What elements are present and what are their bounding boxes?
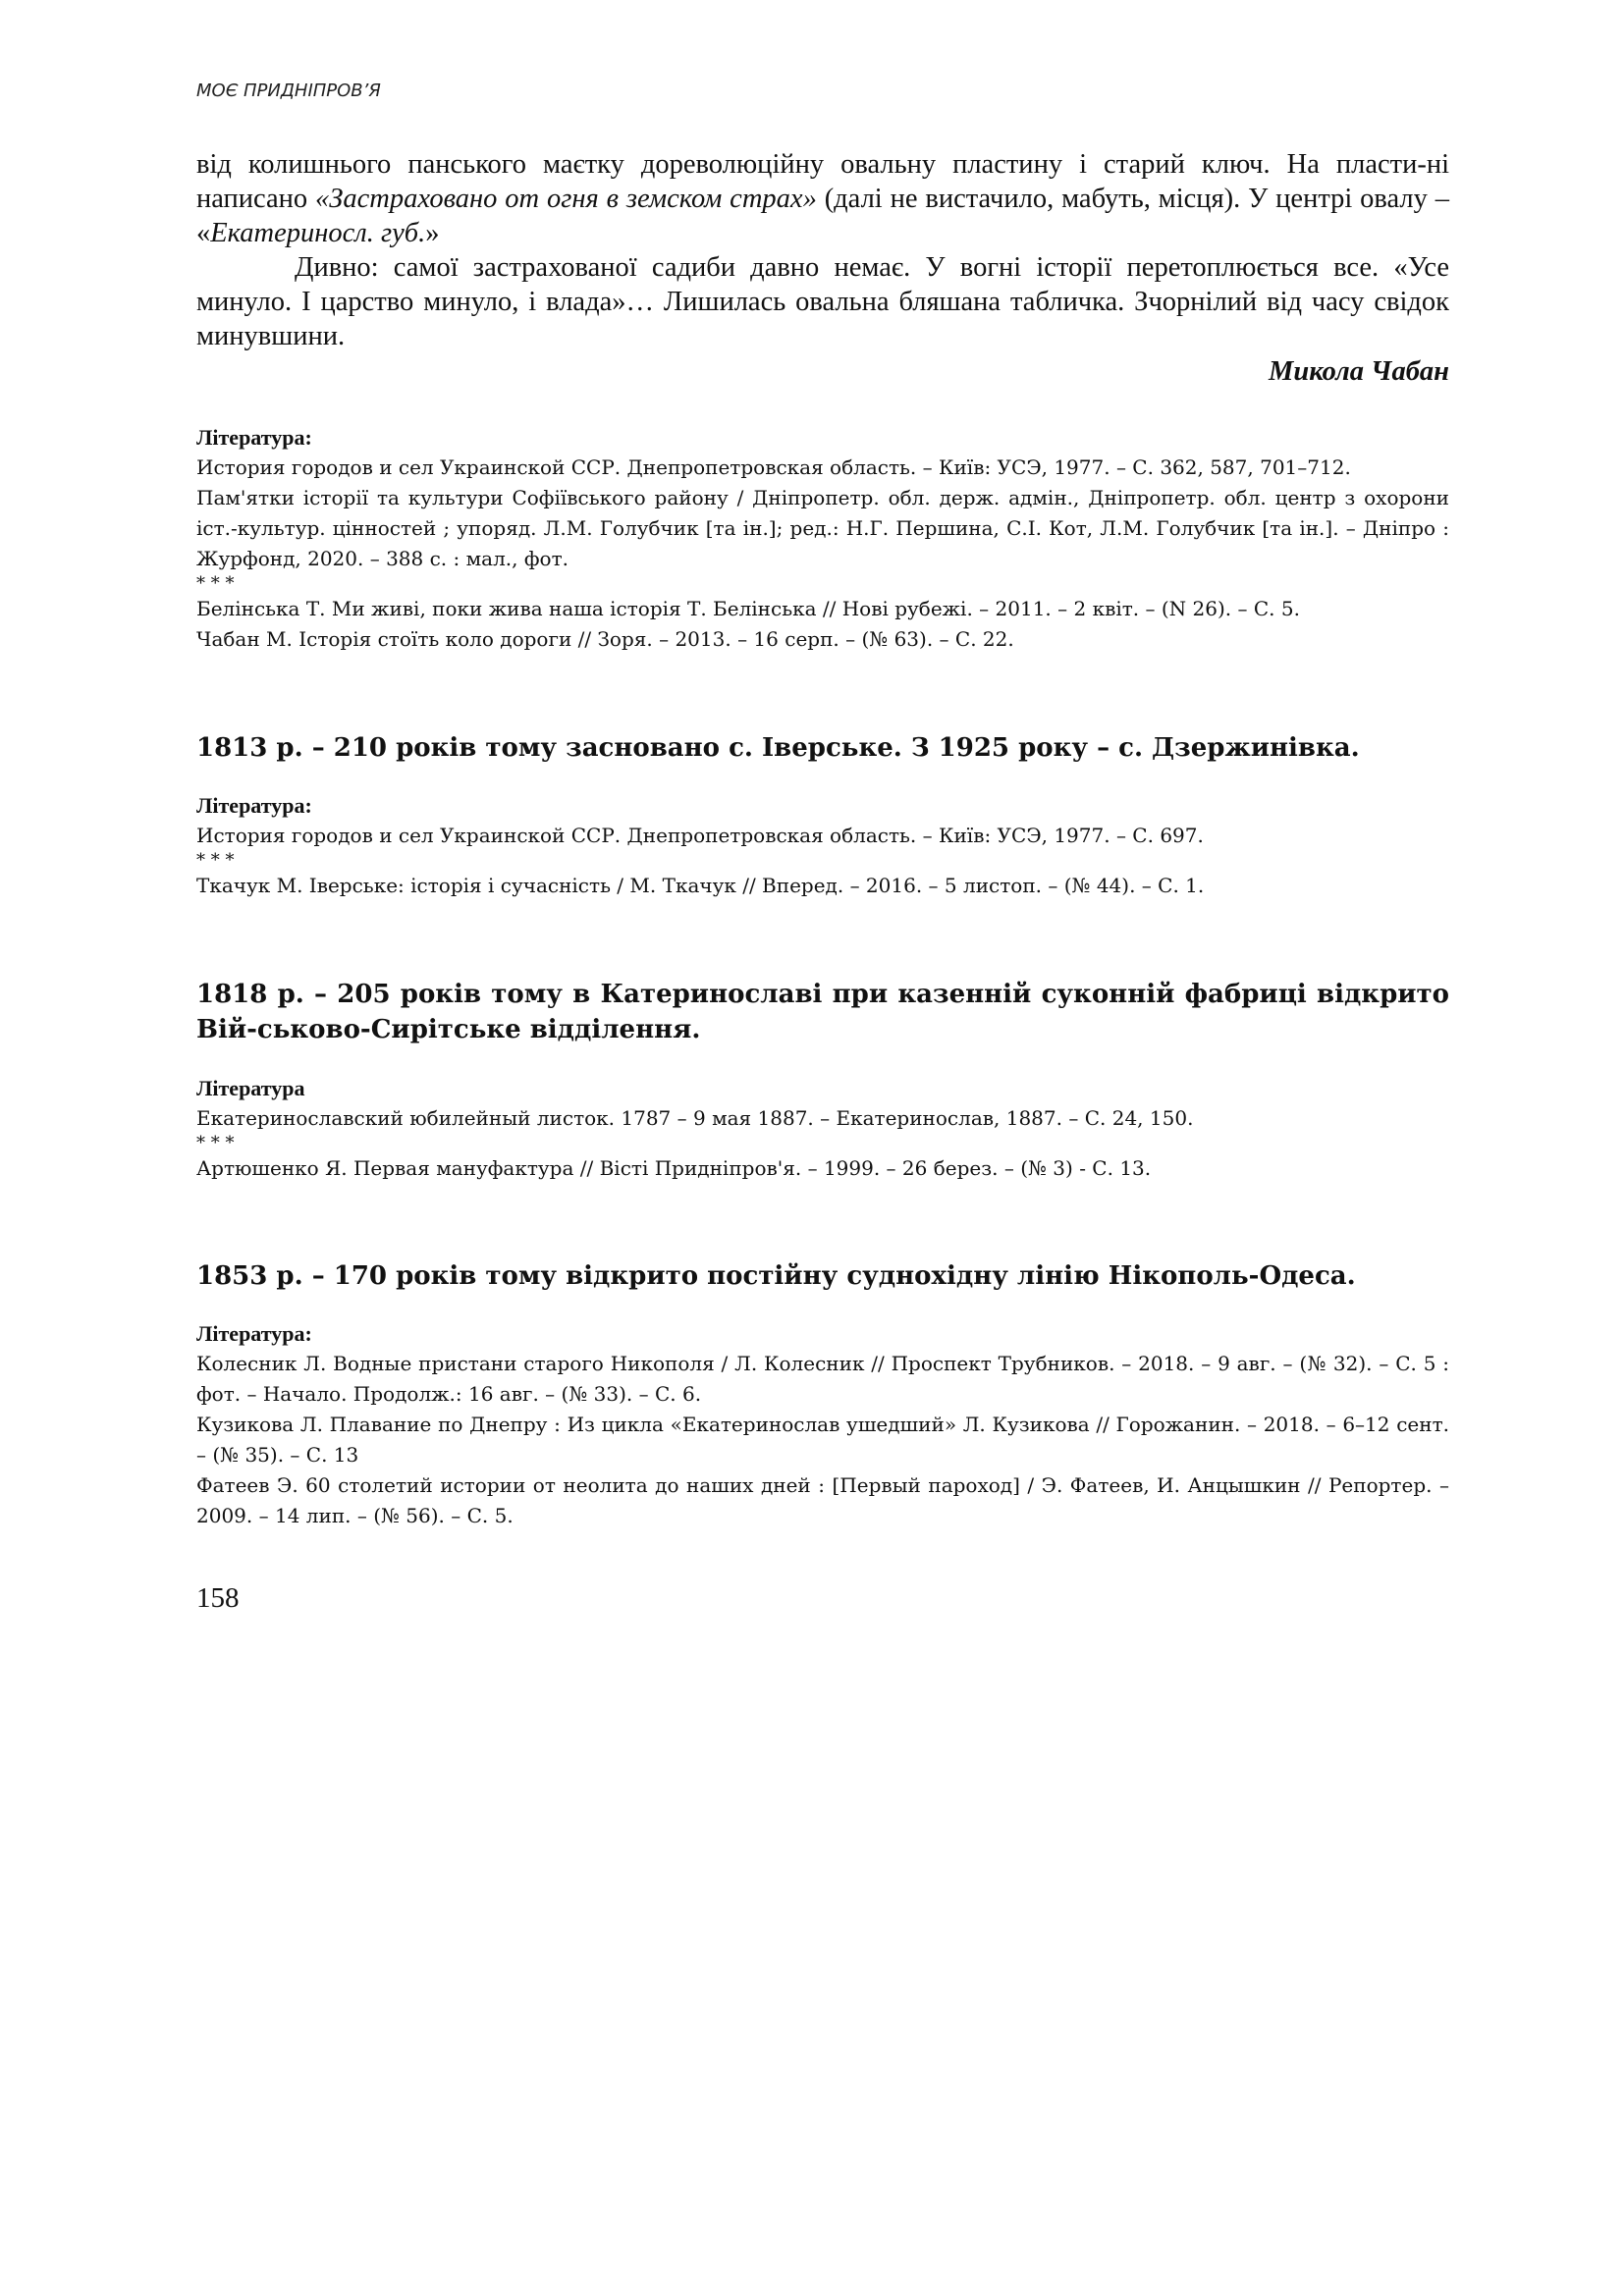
intro-paragraph-2: Дивно: самої застрахованої садиби давно немає. У вогні історії перетоплюється все. «Усе минуло. І царство минуло, і влада»… Лишилась овальна бляшана табличка. Зчорнілий від часу свідок минувшини. <box>196 252 1449 351</box>
running-header: МОЄ ПРИДНІПРОВ’Я <box>196 80 381 101</box>
literature-title: Література <box>196 1076 305 1100</box>
literature-entry: Чабан М. Історія стоїть коло дороги // Зоря. – 2013. – 16 серп. – (№ 63). – С. 22. <box>196 627 1014 651</box>
event-heading-1818: 1818 р. – 205 років тому в Катеринославі при казенній суконній фабриці відкрито Вій-ськово-Сирітське відділення. <box>196 980 1449 1044</box>
separator-stars: * * * <box>196 850 235 871</box>
event-heading-1853: 1853 р. – 170 років тому відкрито постійну суднохідну лінію Нікополь-Одеса. <box>196 1261 1356 1291</box>
literature-title: Література: <box>196 1321 312 1346</box>
intro-text <box>196 147 1449 389</box>
insurance-quote: «Застраховано от огня в земском страх» <box>315 184 817 214</box>
literature-entry: История городов и сел Украинской ССР. Днепропетровская область. – Київ: УСЭ, 1977. – С. 697. <box>196 824 1204 847</box>
literature-entry: Фатеев Э. 60 столетий истории от неолита до наших дней : [Первый пароход] / Э. Фатеев, И. Анцышкин // Репортер. – 2009. – 14 лип. – (№ 56). – С. 5. <box>196 1473 1449 1527</box>
page-number: 158 <box>196 1582 240 1614</box>
event-heading-1813: 1813 р. – 210 років тому засновано с. Іверське. З 1925 року – с. Дзержинівка. <box>196 733 1360 763</box>
literature-entry: Артюшенко Я. Первая мануфактура // Вісті Придніпров'я. – 1999. – 26 берез. – (№ 3) - С. 13. <box>196 1156 1152 1180</box>
literature-entry: Пам'ятки історії та культури Софіївського району / Дніпропетр. обл. держ. адмін., Дніпропетр. обл. центр з охорони іст.-культур. цінностей ; упоряд. Л.М. Голубчик [та ін.]; ред.: Н.Г. Першина, С.І. Кот, Л.М. Голубчик [та ін.]. – Дніпро : Журфонд, 2020. – 388 с. : мал., фот. <box>196 486 1449 570</box>
separator-stars: * * * <box>196 573 235 594</box>
literature-block-1 <box>196 422 1449 655</box>
literature-block-4 <box>196 1318 1449 1531</box>
literature-entry: Белінська Т. Ми живі, поки жива наша історія Т. Белінська // Нові рубежі. – 2011. – 2 квіт. – (N 26). – С. 5. <box>196 597 1300 620</box>
intro-paragraph-1: від колишнього панського маєтку дореволюційну овальну пластину і старий ключ. На пласти-ні написано «Застраховано от огня в земском страх» (далі не вистачило, мабуть, місця). У центрі овалу – «Екатериносл. губ.» <box>196 149 1449 248</box>
oval-center-text: Екатериносл. губ. <box>210 218 426 248</box>
literature-entry: Колесник Л. Водные пристани старого Никополя / Л. Колесник // Проспект Трубников. – 2018. – 9 авг. – (№ 32). – С. 5 : фот. – Начало. Продолж.: 16 авг. – (№ 33). – С. 6. <box>196 1352 1449 1406</box>
literature-title: Література: <box>196 793 312 818</box>
literature-entry: Екатеринославский юбилейный листок. 1787 – 9 мая 1887. – Екатеринослав, 1887. – С. 24, 150. <box>196 1106 1194 1130</box>
literature-entry: Кузикова Л. Плавание по Днепру : Из цикла «Екатеринослав ушедший» Л. Кузикова // Горожанин. – 2018. – 6–12 сент. – (№ 35). – С. 13 <box>196 1413 1449 1467</box>
literature-block-2 <box>196 790 1449 901</box>
literature-title: Література: <box>196 425 312 450</box>
separator-stars: * * * <box>196 1133 235 1153</box>
literature-entry: История городов и сел Украинской ССР. Днепропетровская область. – Київ: УСЭ, 1977. – С. 362, 587, 701–712. <box>196 455 1351 479</box>
author-signature: Микола Чабан <box>1269 356 1449 387</box>
literature-entry: Ткачук М. Іверське: історія і сучасність / М. Ткачук // Вперед. – 2016. – 5 листоп. – (№ 44). – С. 1. <box>196 874 1205 897</box>
literature-block-3 <box>196 1073 1449 1184</box>
